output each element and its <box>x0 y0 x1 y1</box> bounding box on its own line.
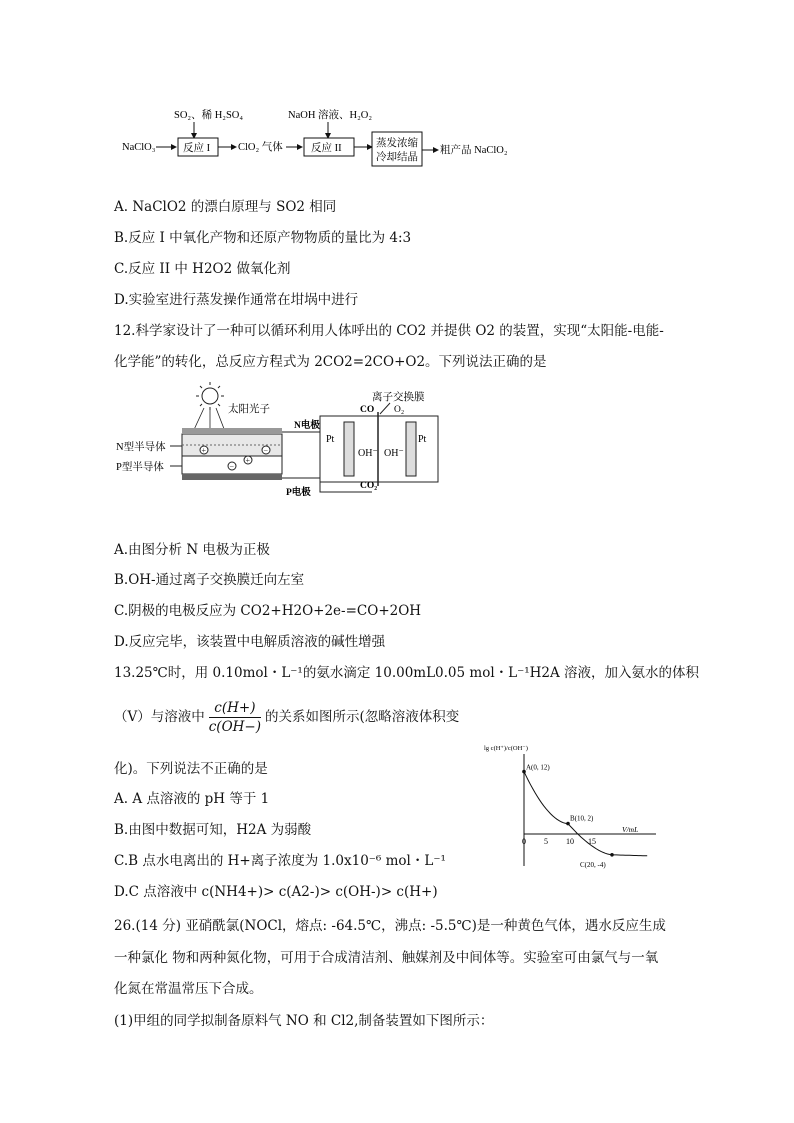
p-semi-label: P型半导体 <box>116 462 164 473</box>
q12-option-a: A.由图分析 N 电极为正极 <box>114 542 270 558</box>
chart-point-label: B(10, 2) <box>570 814 594 823</box>
p-electrode-label: P电极 <box>286 488 311 498</box>
q26-line1: 26.(14 分) 亚硝酰氯(NOCl，熔点: -64.5℃，沸点: -5.5℃)是一种黄色气体，遇水反应生成 <box>114 918 666 934</box>
q13-stem-line1: 13.25℃时，用 0.10mol・L⁻¹的氨水滴定 10.00mL0.05 mol・L⁻¹H2A 溶液，加入氨水的体积 <box>114 665 700 681</box>
svg-text:−: − <box>229 462 235 471</box>
pt-left: Pt <box>326 434 335 445</box>
oh-right: OH⁻ <box>384 448 404 459</box>
q12-electrolysis-figure <box>114 382 446 500</box>
fraction-numerator: c(H+) <box>209 699 261 718</box>
n-electrode-label: N电极 <box>294 421 320 431</box>
flow-mid: ClO₂ 气体 <box>238 142 283 153</box>
q13-option-b: B.由图中数据可知，H2A 为弱酸 <box>114 822 312 838</box>
flow-reagent1: SO₂、稀 H₂SO₄ <box>174 110 244 121</box>
flow-reagent2: NaOH 溶液、H₂O₂ <box>288 110 373 121</box>
flow-diagram <box>114 104 534 170</box>
chart-point-label: A(0, 12) <box>526 763 550 772</box>
q12-option-c: C.阴极的电极反应为 CO2+H2O+2e-=CO+2OH <box>114 603 422 619</box>
membrane-label: 离子交换膜 <box>372 392 425 403</box>
q26-line2: 一种氯化 物和两种氮化物，可用于合成清洁剂、触媒剂及中间体等。实验室可由氯气与一氧 <box>114 950 659 966</box>
q11-option-d: D.实验室进行蒸发操作通常在坩埚中进行 <box>114 292 359 308</box>
oh-left: OH⁻ <box>358 448 378 459</box>
chart-x-tick: 15 <box>588 837 596 846</box>
q13-option-d: D.C 点溶液中 c(NH4+)> c(A2-)> c(OH-)> c(H+) <box>114 884 438 900</box>
o2-label: O₂ <box>394 405 405 415</box>
pt-right: Pt <box>418 434 427 445</box>
flow-box3-line1: 蒸发浓缩 <box>376 138 418 149</box>
q26-line3: 化氮在常温常压下合成。 <box>114 981 263 997</box>
flow-start: NaClO₃ <box>122 142 156 153</box>
q12-option-b: B.OH-通过离子交换膜迁向左室 <box>114 572 305 588</box>
co-label: CO <box>360 405 375 415</box>
sun-icon <box>196 382 224 410</box>
svg-text:+: + <box>245 456 251 465</box>
svg-text:−: − <box>263 446 269 455</box>
chart-ylabel: lg c(H⁺)/c(OH⁻) <box>484 745 528 752</box>
co2-label: CO₂ <box>360 481 378 491</box>
chart-x-tick: 0 <box>522 837 526 846</box>
flow-box2-label: 反应 II <box>311 143 342 154</box>
q13-option-a: A. A 点溶液的 pH 等于 1 <box>114 791 270 807</box>
q11-option-b: B.反应 I 中氧化产物和还原产物物质的量比为 4:3 <box>114 230 412 246</box>
electrolytic-cell <box>320 416 438 482</box>
q13-stem-line2 <box>114 697 459 737</box>
q13-stem-line3: 化)。下列说法不正确的是 <box>114 761 268 777</box>
q13-stem-line2-pre: （V）与溶液中 <box>114 709 205 725</box>
q13-stem-line2-post: 的关系如图所示(忽略溶液体积变 <box>265 709 460 725</box>
q12-stem-line2: 化学能”的转化，总反应方程式为 2CO2=2CO+O2。下列说法正确的是 <box>114 354 547 370</box>
q11-option-a: A. NaClO2 的漂白原理与 SO2 相同 <box>114 199 337 215</box>
flow-box1-label: 反应 I <box>183 143 211 154</box>
q26-line4: (1)甲组的同学拟制备原料气 NO 和 Cl2,制备装置如下图所示： <box>114 1013 494 1029</box>
sun-label: 太阳光子 <box>228 404 270 415</box>
chart-xlabel: V/mL <box>622 825 639 834</box>
svg-text:+: + <box>201 446 207 455</box>
ratio-fraction <box>209 699 261 736</box>
fraction-denominator: c(OH−) <box>208 719 261 735</box>
chart-x-tick: 5 <box>544 837 548 846</box>
q13-titration-chart <box>480 740 660 874</box>
q12-stem-line1: 12.科学家设计了一种可以循环利用人体呼出的 CO2 并提供 O2 的装置，实现“太阳能-电能- <box>114 323 664 339</box>
chart-point-label: C(20, -4) <box>580 860 606 869</box>
n-semi-label: N型半导体 <box>116 442 166 453</box>
chart-x-tick: 10 <box>566 837 574 846</box>
flow-box3-line2: 冷却结晶 <box>376 152 418 163</box>
q11-option-c: C.反应 II 中 H2O2 做氧化剂 <box>114 261 291 277</box>
flow-end: 粗产品 NaClO₂ <box>440 145 508 156</box>
q13-option-c: C.B 点水电离出的 H+离子浓度为 1.0x10⁻⁶ mol・L⁻¹ <box>114 853 446 869</box>
chart-point <box>610 853 614 857</box>
q12-option-d: D.反应完毕，该装置中电解质溶液的碱性增强 <box>114 634 386 650</box>
